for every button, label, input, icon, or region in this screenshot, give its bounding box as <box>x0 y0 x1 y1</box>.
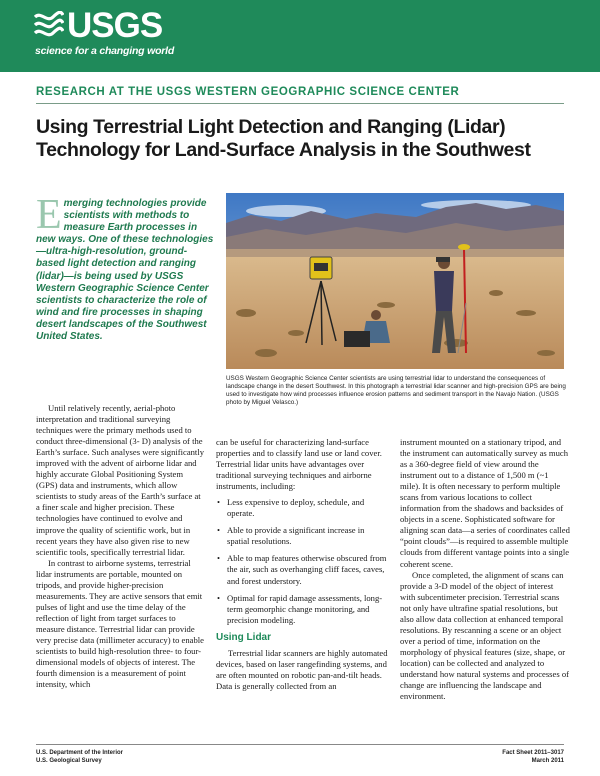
body-column-3 <box>400 437 570 702</box>
research-center-line: RESEARCH AT THE USGS WESTERN GEOGRAPHIC SCIENCE CENTER <box>36 86 460 98</box>
usgs-wave-icon <box>34 11 64 41</box>
photo-caption: USGS Western Geographic Science Center scientists are using terrestrial lidar to understand the consequences of landscape change in the desert Southwest. In this photograph a terrestrial lidar scanner and high-precision GPS are being used to investigate how wind processes influence erosion patterns and sediment transport in the Navajo Nation. (USGS photo by Miguel Velasco.) <box>226 375 566 407</box>
list-item: • Able to map features otherwise obscured from the air, such as overhanging cliff faces, caves, and forest understory. <box>216 553 388 586</box>
usgs-tagline: science for a changing world <box>35 45 175 57</box>
footer-agency <box>36 749 123 765</box>
footer-date: March 2011 <box>531 758 564 764</box>
usgs-logo-text: USGS <box>67 6 163 45</box>
section-heading-using-lidar: Using Lidar <box>216 631 272 643</box>
page-title <box>36 116 576 162</box>
desert-lidar-scene <box>226 193 564 369</box>
paragraph: instrument mounted on a stationary tripod, and the instrument can automatically survey as much as a 360-degree field of view around the instrument out to a distance of 1,500 m (~1 mile). It is often necessary to perform multiple scans from various locations to collect information from the shadows and backsides of objects in a scene. Sophisticated software for aligning scan data—a series of coordinates called “point clouds”—is required to assemble multiple clouds from different vantage points into a single coherent scene. <box>400 437 570 569</box>
title-line-2: Technology for Land-Surface Analysis in the Southwest <box>36 139 531 161</box>
paragraph: Until relatively recently, aerial-photo interpretation and traditional surveying techniques were the primary methods used to conduct three-dimensional (3- D) analysis of the Earth’s surface. Such analyses were significantly improved with the advent of airborne lidar and highly accurate Global Positioning System (GPS) data and instruments, which allow scientists to study areas of the Earth’s surface at a finer scale and higher precision. These technologies have continued to evolve and improve the quality of scientific work, but in recent years they have also given rise to new scientific tools, specifically terrestrial lidar. <box>36 403 204 557</box>
abstract <box>36 192 214 343</box>
paragraph: Terrestrial lidar scanners are highly automated devices, based on laser rangefinding systems, and are often mounted on robotic pan-and-tilt heads. Data is generally collected from an <box>216 647 388 691</box>
abstract-text: merging technologies provide scientists with methods to measure Earth processes in new ways. One of these technologies—ultra-high-resolution, ground-based light detection and ranging (lidar)—is being used by USGS Western Geographic Science Center scientists to characterize the role of wind and fire processes in shaping desert landscapes of the Southwest United States. <box>36 198 214 343</box>
body-column-1 <box>36 403 204 690</box>
usgs-header-bar <box>0 0 600 72</box>
advantages-list <box>216 497 388 625</box>
footer-publication <box>502 749 564 765</box>
body-column-2 <box>216 437 388 692</box>
header-divider <box>36 103 564 104</box>
paragraph: Once completed, the alignment of scans can provide a 3-D model of the object of interest with subcentimeter precision. Terrestrial scans not only have ultrafine spatial resolutions, but also allow data collection at enhanced temporal resolutions. By rescanning a scene or an object over a period of time, information on the morphology of physical features (size, shape, or location) can be collected and analyzed to understand how natural systems and processes of change are influencing the landscape and environment. <box>400 569 569 702</box>
list-item: • Able to provide a significant increase in spatial resolutions. <box>216 525 388 547</box>
paragraph: can be useful for characterizing land-surface properties and to classify land use or land cover. Terrestrial lidar units have advantages over traditional surveying techniques and airborne instruments, including: <box>216 437 382 492</box>
footer-survey: U.S. Geological Survey <box>36 758 102 764</box>
footer-dept: U.S. Department of the Interior <box>36 750 124 756</box>
list-item: • Less expensive to deploy, schedule, and operate. <box>216 497 388 519</box>
list-item: • Optimal for rapid damage assessments, long-term geomorphic change monitoring, and precision modeling. <box>216 593 388 626</box>
drop-cap: E <box>36 192 62 238</box>
paragraph: In contrast to airborne systems, terrestrial lidar instruments are portable, mounted on tripods, and provide higher-precision measurements. They are active sensors that emit pulses of light and use the time delay of the reflection of light from target surfaces to measure distance. Terrestrial lidar can provide very precise data (millimeter accuracy) to enable scientists to build high-resolution three- to four-dimensional models of objects of interest. The fourth dimension is a measurement of point intensity, which <box>36 557 204 690</box>
footer-fact-sheet: Fact Sheet 2011–3017 <box>502 750 564 756</box>
footer-divider <box>36 744 564 745</box>
title-line-1: Using Terrestrial Light Detection and Ranging (Lidar) <box>36 116 506 138</box>
usgs-logo[interactable] <box>34 6 214 63</box>
field-photo <box>226 193 564 369</box>
